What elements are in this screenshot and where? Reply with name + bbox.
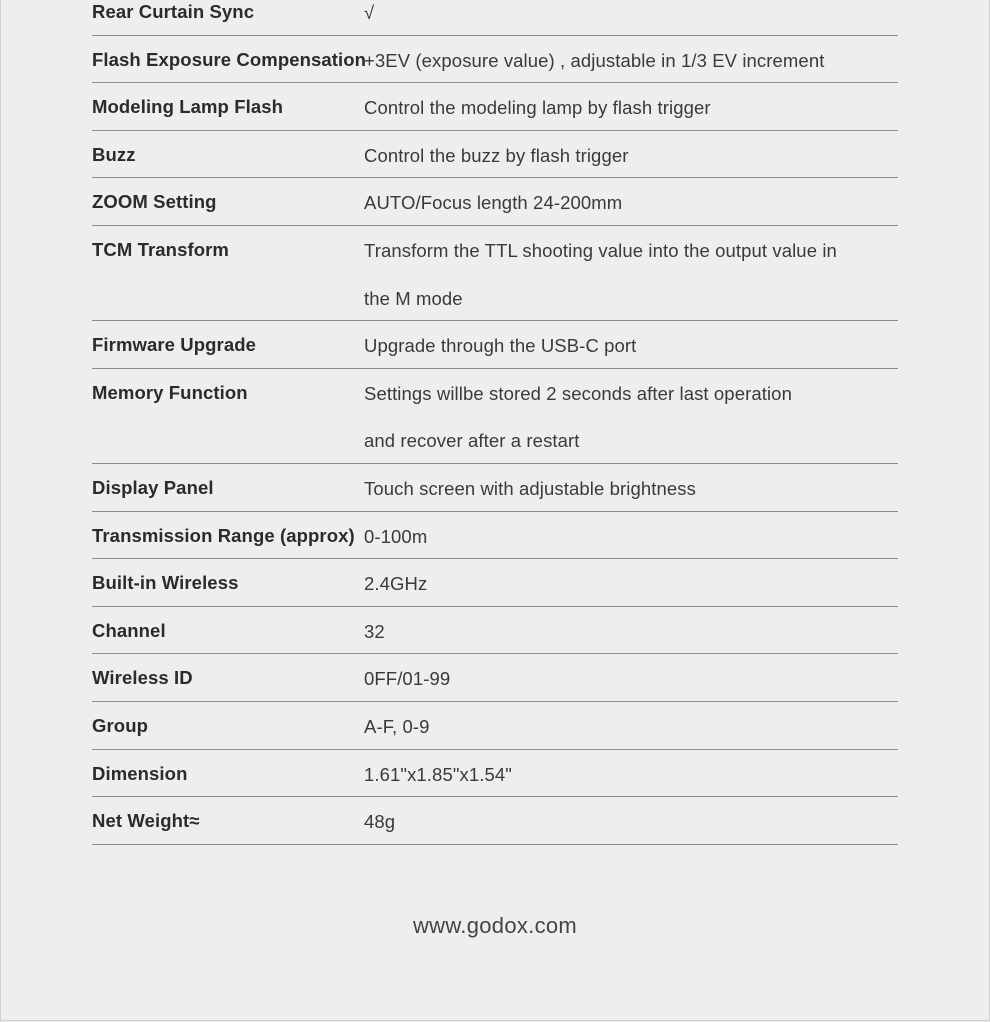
spec-value: 1.61"x1.85"x1.54"	[364, 763, 512, 785]
spec-row-group	[92, 702, 898, 750]
spec-value	[364, 226, 898, 320]
spec-label: Transmission Range (approx)	[92, 524, 355, 546]
spec-value-line: Transform the TTL shooting value into the output value in	[364, 239, 837, 261]
spec-label: Built-in Wireless	[92, 572, 239, 594]
spec-value	[364, 369, 898, 463]
spec-label: Channel	[92, 619, 166, 641]
spec-value: 0FF/01-99	[364, 668, 451, 690]
spec-row-channel	[92, 607, 898, 655]
spec-row-firmware-upgrade	[92, 321, 898, 369]
spec-value: 32	[364, 620, 385, 642]
spec-row-memory-function	[92, 369, 898, 464]
spec-value: Touch screen with adjustable brightness	[364, 477, 696, 499]
footer-website-url: www.godox.com	[412, 913, 578, 938]
spec-label: Display Panel	[92, 476, 214, 498]
spec-row-net-weight	[92, 797, 898, 845]
spec-label: TCM Transform	[92, 238, 229, 260]
spec-label: Buzz	[92, 143, 136, 165]
spec-value-line: Settings willbe stored 2 seconds after last operation	[364, 382, 792, 404]
spec-value-line: and recover after a restart	[364, 430, 580, 452]
spec-value: 48g	[364, 811, 396, 833]
spec-value: 0-100m	[364, 525, 428, 547]
spec-value: A-F, 0-9	[364, 715, 430, 737]
spec-row-transmission-range	[92, 512, 898, 560]
spec-label: Group	[92, 714, 148, 736]
spec-value: Control the buzz by flash trigger	[364, 144, 629, 166]
spec-table	[92, 0, 898, 845]
spec-value: Control the modeling lamp by flash trigger	[364, 97, 711, 119]
spec-row-flash-exposure-compensation	[92, 36, 898, 84]
spec-value: Upgrade through the USB-C port	[364, 335, 637, 357]
spec-label: ZOOM Setting	[92, 191, 217, 213]
spec-label: Dimension	[92, 762, 188, 784]
spec-row-wireless-id	[92, 654, 898, 702]
spec-label: Net Weight≈	[92, 810, 200, 832]
spec-label: Firmware Upgrade	[92, 334, 257, 356]
spec-value: AUTO/Focus length 24-200mm	[364, 192, 623, 214]
spec-label: Wireless ID	[92, 667, 193, 689]
spec-row-dimension	[92, 750, 898, 798]
spec-row-modeling-lamp-flash	[92, 83, 898, 131]
spec-value: √	[364, 2, 375, 23]
spec-value-line: the M mode	[364, 287, 463, 309]
spec-row-built-in-wireless	[92, 559, 898, 607]
spec-row-buzz	[92, 131, 898, 179]
spec-label: Rear Curtain Sync	[92, 1, 255, 22]
spec-label: Modeling Lamp Flash	[92, 96, 284, 118]
spec-row-tcm-transform	[92, 226, 898, 321]
spec-label: Flash Exposure Compensation	[92, 48, 367, 70]
spec-row-rear-curtain-sync	[92, 0, 898, 36]
spec-value: 2.4GHz	[364, 573, 428, 595]
spec-row-display-panel	[92, 464, 898, 512]
spec-row-zoom-setting	[92, 178, 898, 226]
spec-label: Memory Function	[92, 381, 248, 403]
spec-value: +3EV (exposure value) , adjustable in 1/3 EV increment	[364, 49, 825, 71]
